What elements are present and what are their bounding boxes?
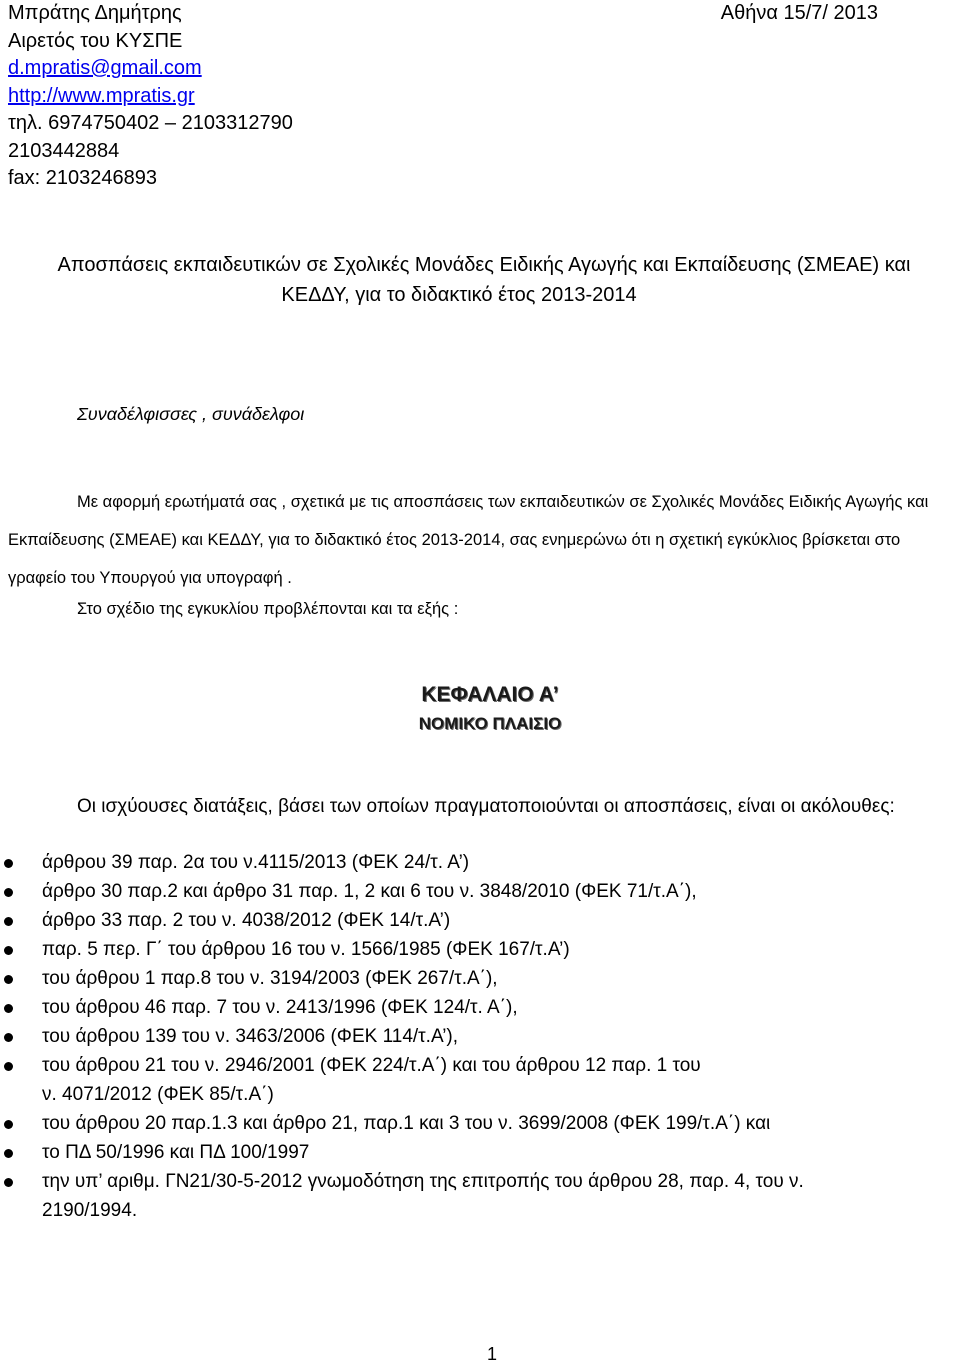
website-link[interactable]: http://www.mpratis.gr [8,84,195,107]
chapter-title: ΚΕΦΑΛΑΙΟ Α’ [421,683,559,706]
bullet-icon [4,1033,13,1042]
bullet-icon [4,888,13,897]
list-item: άρθρο 33 παρ. 2 του ν. 4038/2012 (ΦΕΚ 14/τ.Α’) [0,906,804,935]
bullet-icon [4,1004,13,1013]
list-item: άρθρου 39 παρ. 2α του ν.4115/2013 (ΦΕΚ 24/τ. Α’) [0,848,804,877]
list-item: το ΠΔ 50/1996 και ΠΔ 100/1997 [0,1138,804,1167]
list-item: του άρθρου 21 του ν. 2946/2001 (ΦΕΚ 224/τ.Α΄) και του άρθρου 12 παρ. 1 του ν. 4071/2012 (ΦΕΚ 85/τ.Α΄) [0,1051,804,1109]
document-title [0,250,960,310]
bullet-icon [4,859,13,868]
list-item: άρθρο 30 παρ.2 και άρθρο 31 παρ. 1, 2 και 6 του ν. 3848/2010 (ΦΕΚ 71/τ.Α΄), [0,877,804,906]
list-item: του άρθρου 46 παρ. 7 του ν. 2413/1996 (ΦΕΚ 124/τ. Α΄), [0,993,804,1022]
list-item: του άρθρου 20 παρ.1.3 και άρθρο 21, παρ.1 και 3 του ν. 3699/2008 (ΦΕΚ 199/τ.Α΄) και [0,1109,804,1138]
bullet-icon [4,1149,13,1158]
phone-numbers: τηλ. 6974750402 – 2103312790 [8,112,293,134]
provisions-paragraph: Οι ισχύουσες διατάξεις, βάσει των οποίων πραγματοποιούνται οι αποσπάσεις, είναι οι ακόλουθες: [77,796,895,817]
title-line-1: Αποσπάσεις εκπαιδευτικών σε Σχολικές Μονάδες Ειδικής Αγωγής και Εκπαίδευσης (ΣΜΕΑΕ) και [57,254,911,276]
title-line-2: ΚΕΔΔΥ, για το διδακτικό έτος 2013-2014 [281,284,637,306]
chapter-subtitle: ΝΟΜΙΚΟ ΠΛΑΙΣΙΟ [418,714,562,733]
bullet-icon [4,1120,13,1129]
list-item: παρ. 5 περ. Γ΄ του άρθρου 16 του ν. 1566/1985 (ΦΕΚ 167/τ.Α’) [0,935,804,964]
list-item: του άρθρου 139 του ν. 3463/2006 (ΦΕΚ 114/τ.Α’), [0,1022,804,1051]
intro-paragraph: Με αφορμή ερωτήματά σας , σχετικά με τις αποσπάσεις των εκπαιδευτικών σε Σχολικές Μονάδες Ειδικής Αγωγής και Εκπαίδευσης (ΣΜΕΑΕ) και ΚΕΔΔΥ, για το διδακτικό έτος 2013-2014, σας ενημερώνω ότι η σχετική εγκύκλιος βρίσκεται στο γραφείο του Υπουργού για υπογραφή . [8,493,929,587]
legal-provisions-list [0,848,804,1225]
fax-number: fax: 2103246893 [8,167,158,189]
sender-name: Μπράτης Δημήτρης [8,2,182,24]
bullet-icon [4,975,13,984]
list-item: του άρθρου 1 παρ.8 του ν. 3194/2003 (ΦΕΚ 267/τ.Α΄), [0,964,804,993]
list-item: την υπ’ αριθμ. ΓΝ21/30-5-2012 γνωμοδότηση της επιτροπής του άρθρου 28, παρ. 4, του ν. 2190/1994. [0,1167,804,1225]
sender-header [8,0,293,193]
bullet-icon [4,1062,13,1071]
greeting: Συναδέλφισσες , συνάδελφοι [77,404,305,424]
phone-number-2: 2103442884 [8,139,120,162]
email-link[interactable]: d.mpratis@gmail.com [8,57,202,79]
sender-role: Αιρετός του ΚΥΣΠΕ [8,29,183,52]
draft-intro-paragraph: Στο σχέδιο της εγκυκλίου προβλέπονται και τα εξής : [77,600,459,618]
document-date: Αθήνα 15/7/ 2013 [720,2,878,24]
bullet-icon [4,946,13,955]
bullet-icon [4,917,13,926]
bullet-icon [4,1178,13,1187]
page-number: 1 [487,1344,498,1364]
